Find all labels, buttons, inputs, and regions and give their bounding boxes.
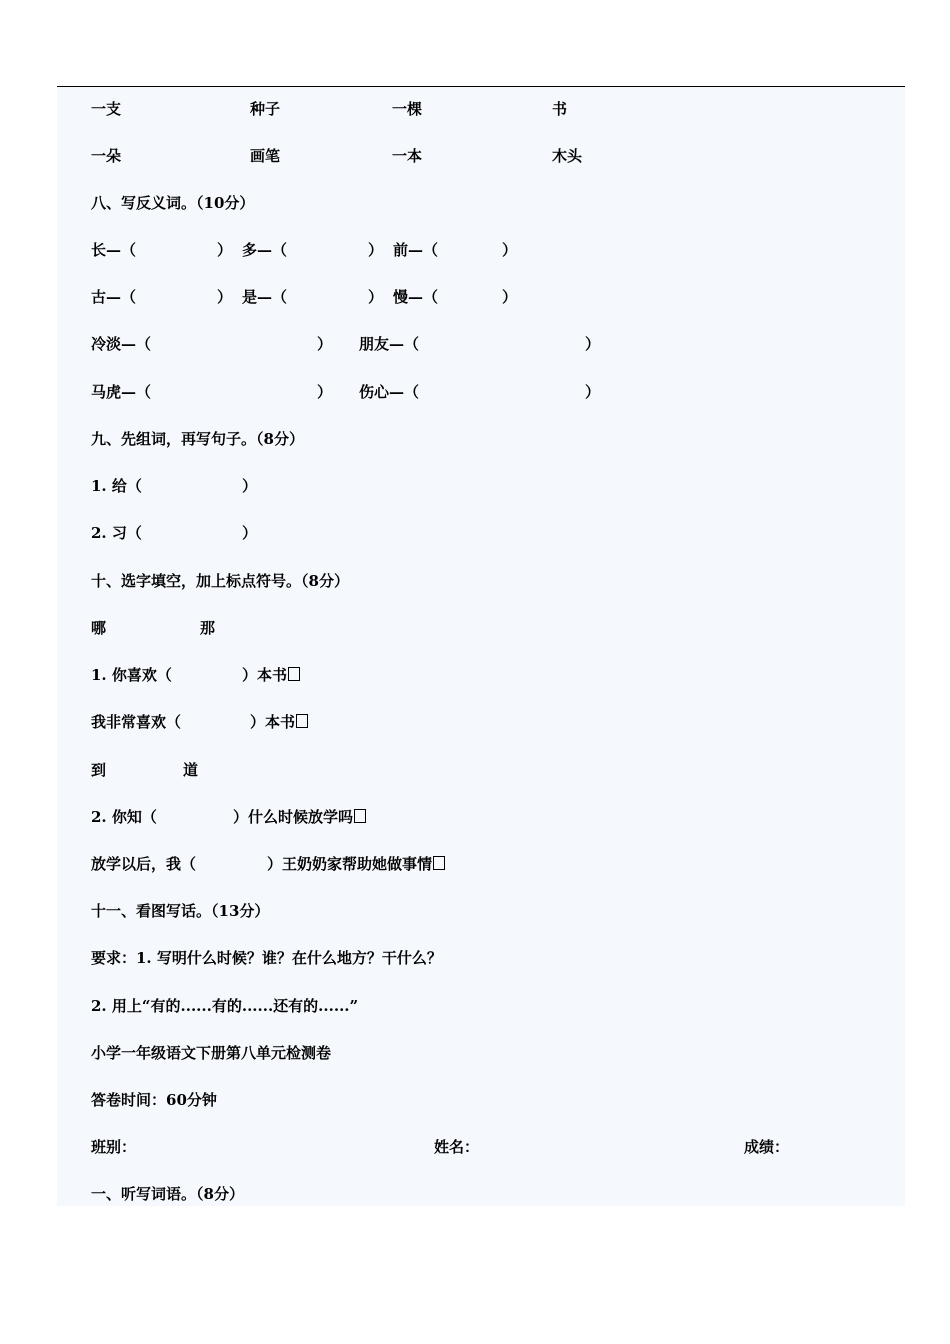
antonym-close: ）: [502, 288, 518, 306]
char-option: 那: [200, 619, 216, 637]
punctuation-box: [354, 809, 366, 823]
char-option: 哪: [91, 619, 107, 637]
antonym-close: ）: [317, 383, 333, 401]
match-item: 一朵: [91, 147, 122, 165]
compose-prompt: 1. 给（: [91, 477, 142, 495]
antonym-close: ）: [217, 288, 233, 306]
section-9-title: 九、先组词，再写句子。（8分）: [91, 430, 304, 448]
char-option: 道: [183, 761, 199, 779]
antonym-prompt: 长—（: [91, 241, 137, 259]
fill-rest: [267, 852, 445, 876]
fill-prompt: 2. 你知（: [91, 808, 157, 826]
exam-time: 答卷时间：60分钟: [91, 1091, 217, 1109]
fill-rest: [233, 805, 366, 829]
char-option: 到: [91, 761, 107, 779]
antonym-close: ）: [502, 241, 518, 259]
antonym-prompt: 慢—（: [393, 288, 439, 306]
antonym-close: ）: [368, 241, 384, 259]
section-1-title: 一、听写词语。（8分）: [91, 1185, 244, 1203]
antonym-prompt: 伤心—（: [359, 383, 420, 401]
match-item: 画笔: [250, 147, 281, 165]
match-item: 书: [552, 100, 568, 118]
antonym-prompt: 古—（: [91, 288, 137, 306]
antonym-close: ）: [217, 241, 233, 259]
fill-rest-text: ）本书: [250, 713, 296, 731]
match-item: 木头: [552, 147, 583, 165]
fill-rest-text: ）什么时候放学吗: [233, 808, 354, 826]
requirement-1: 要求：1. 写明什么时候？谁？在什么地方？干什么？: [91, 949, 442, 967]
antonym-close: ）: [317, 335, 333, 353]
antonym-prompt: 前—（: [393, 241, 439, 259]
section-11-title: 十一、看图写话。（13分）: [91, 902, 270, 920]
punctuation-box: [433, 856, 445, 870]
punctuation-box: [288, 667, 300, 681]
match-item: 一本: [392, 147, 423, 165]
content-panel: [57, 87, 905, 1206]
compose-close: ）: [242, 524, 258, 542]
fill-prompt: 我非常喜欢（: [91, 713, 182, 731]
match-item: 种子: [250, 100, 281, 118]
match-item: 一支: [91, 100, 122, 118]
antonym-prompt: 冷淡—（: [91, 335, 152, 353]
antonym-prompt: 朋友—（: [359, 335, 420, 353]
section-8-title: 八、写反义词。（10分）: [91, 194, 255, 212]
fill-rest: [242, 663, 300, 687]
antonym-close: ）: [585, 383, 601, 401]
fill-rest-text: ）本书: [242, 666, 288, 684]
requirement-2: 2. 用上“有的......有的......还有的......”: [91, 997, 359, 1015]
class-label: 班别：: [91, 1138, 137, 1156]
antonym-close: ）: [368, 288, 384, 306]
name-label: 姓名：: [434, 1138, 480, 1156]
fill-rest-text: ）王奶奶家帮助她做事情: [267, 855, 433, 873]
section-10-title: 十、选字填空，加上标点符号。（8分）: [91, 572, 349, 590]
antonym-prompt: 是—（: [242, 288, 288, 306]
fill-prompt: 1. 你喜欢（: [91, 666, 172, 684]
antonym-prompt: 多—（: [242, 241, 288, 259]
fill-prompt: 放学以后，我（: [91, 855, 197, 873]
compose-close: ）: [242, 477, 258, 495]
compose-prompt: 2. 习（: [91, 524, 142, 542]
antonym-prompt: 马虎—（: [91, 383, 152, 401]
match-item: 一棵: [392, 100, 423, 118]
score-label: 成绩：: [744, 1138, 790, 1156]
fill-rest: [250, 710, 308, 734]
antonym-close: ）: [585, 335, 601, 353]
exam-title: 小学一年级语文下册第八单元检测卷: [91, 1044, 332, 1062]
punctuation-box: [296, 714, 308, 728]
